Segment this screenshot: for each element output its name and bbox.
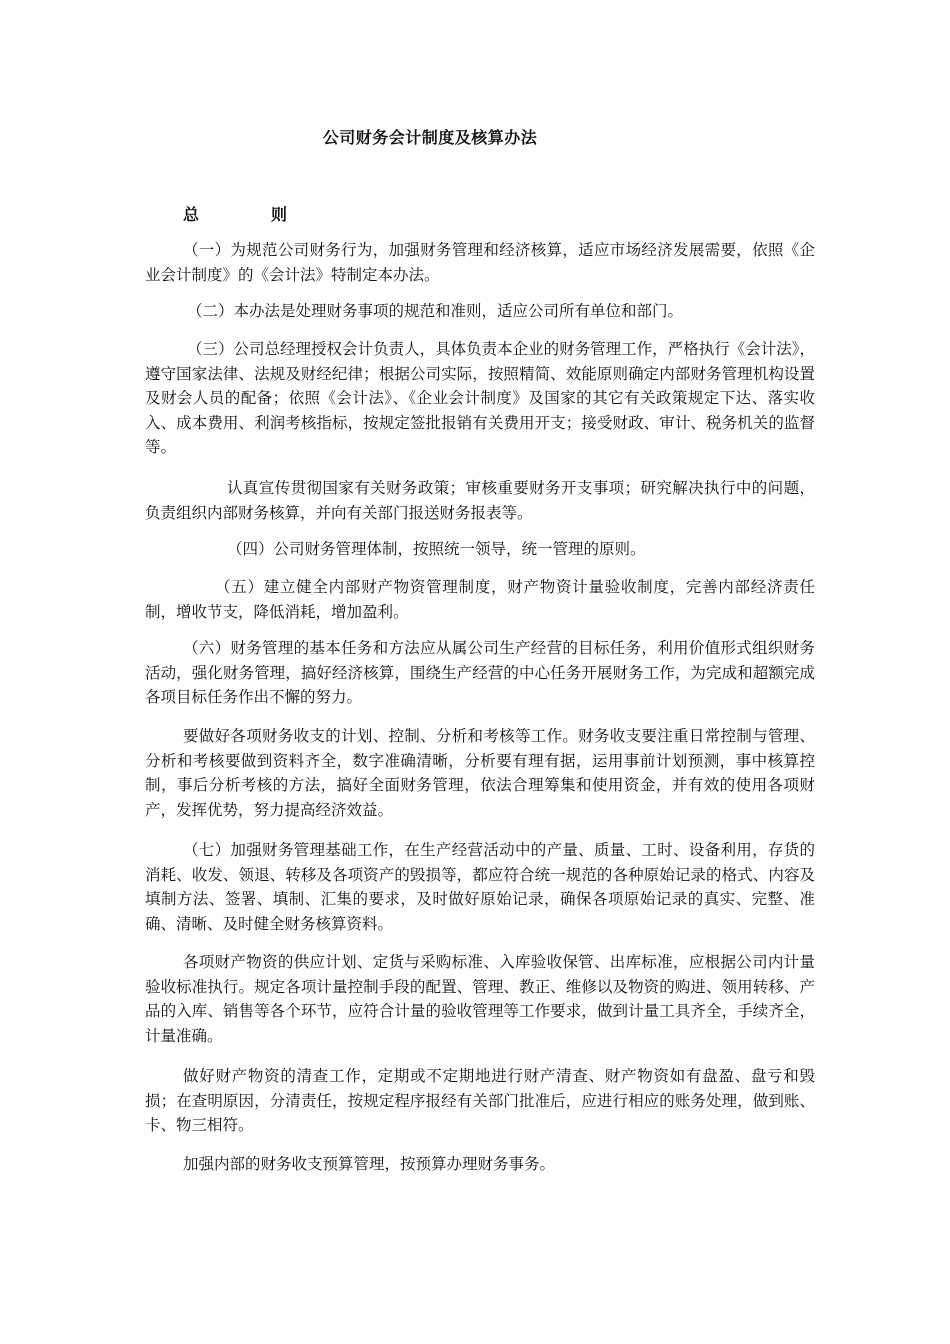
paragraph-4: 认真宣传贯彻国家有关财务政策；审核重要财务开支事项；研究解决执行中的问题，负责组织内部财务核算，并向有关部门报送财务报表等。	[145, 479, 815, 522]
section-heading-general-provisions	[183, 202, 287, 225]
paragraph-8: 要做好各项财务收支的计划、控制、分析和考核等工作。财务收支要注重日常控制与管理、分析和考核要做到资料齐全，数字准确清晰，分析要有理有据，运用事前计划预测，事中核算控制，事后分析考核的方法，搞好全面财务管理，依法合理筹集和使用资金，并有效的使用各项财产，发挥优势，努力提高经济效益。	[145, 727, 815, 819]
section-heading-char-2: 则	[271, 205, 288, 224]
paragraph-1: （一）为规范公司财务行为，加强财务管理和经济核算，适应市场经济发展需要，依照《企业会计制度》的《会计法》特制定本办法。	[145, 241, 815, 284]
paragraph-12: 加强内部的财务收支预算管理，按预算办理财务事务。	[183, 1155, 556, 1173]
paragraph-9: （七）加强财务管理基础工作，在生产经营活动中的产量、质量、工时、设备利用，存货的消耗、收发、领退、转移及各项资产的毁损等，都应符合统一规范的各种原始记录的格式、内容及填制方法、签署、填制、汇集的要求，及时做好原始记录，确保各项原始记录的真实、完整、准确、清晰、及时健全财务核算资料。	[145, 841, 815, 933]
paragraph-10: 各项财产物资的供应计划、定货与采购标准、入库验收保管、出库标准，应根据公司内计量验收标准执行。规定各项计量控制手段的配置、管理、教正、维修以及物资的购进、领用转移、产品的入库、销售等各个环节，应符合计量的验收管理等工作要求，做到计量工具齐全，手续齐全，计量准确。	[145, 953, 815, 1045]
paragraph-7: （六）财务管理的基本任务和方法应从属公司生产经营的目标任务，利用价值形式组织财务活动，强化财务管理，搞好经济核算，围绕生产经营的中心任务开展财务工作，为完成和超额完成各项目标任务作出不懈的努力。	[145, 639, 815, 706]
paragraph-3: （三）公司总经理授权会计负责人，具体负责本企业的财务管理工作，严格执行《会计法》，遵守国家法律、法规及财经纪律；根据公司实际，按照精简、效能原则确定内部财务管理机构设置及财会人员的配备；依照《会计法》、《企业会计制度》及国家的其它有关政策规定下达、落实收入、成本费用、利润考核指标，按规定签批报销有关费用开支；接受财政、审计、税务机关的监督等。	[145, 340, 815, 456]
paragraph-5: （四）公司财务管理体制，按照统一领导，统一管理的原则。	[227, 540, 646, 558]
paragraph-2: （二）本办法是处理财务事项的规范和准则，适应公司所有单位和部门。	[187, 302, 684, 320]
paragraph-11: 做好财产物资的清查工作，定期或不定期地进行财产清查、财产物资如有盘盈、盘亏和毁损；在查明原因，分清责任，按规定程序报经有关部门批准后，应进行相应的账务处理，做到账、卡、物三相符。	[145, 1067, 815, 1134]
paragraph-6: （五）建立健全内部财产物资管理制度，财产物资计量验收制度，完善内部经济责任制，增收节支，降低消耗，增加盈利。	[145, 578, 815, 621]
document-title: 公司财务会计制度及核算办法	[322, 128, 538, 147]
section-heading-char-1: 总	[183, 205, 200, 224]
